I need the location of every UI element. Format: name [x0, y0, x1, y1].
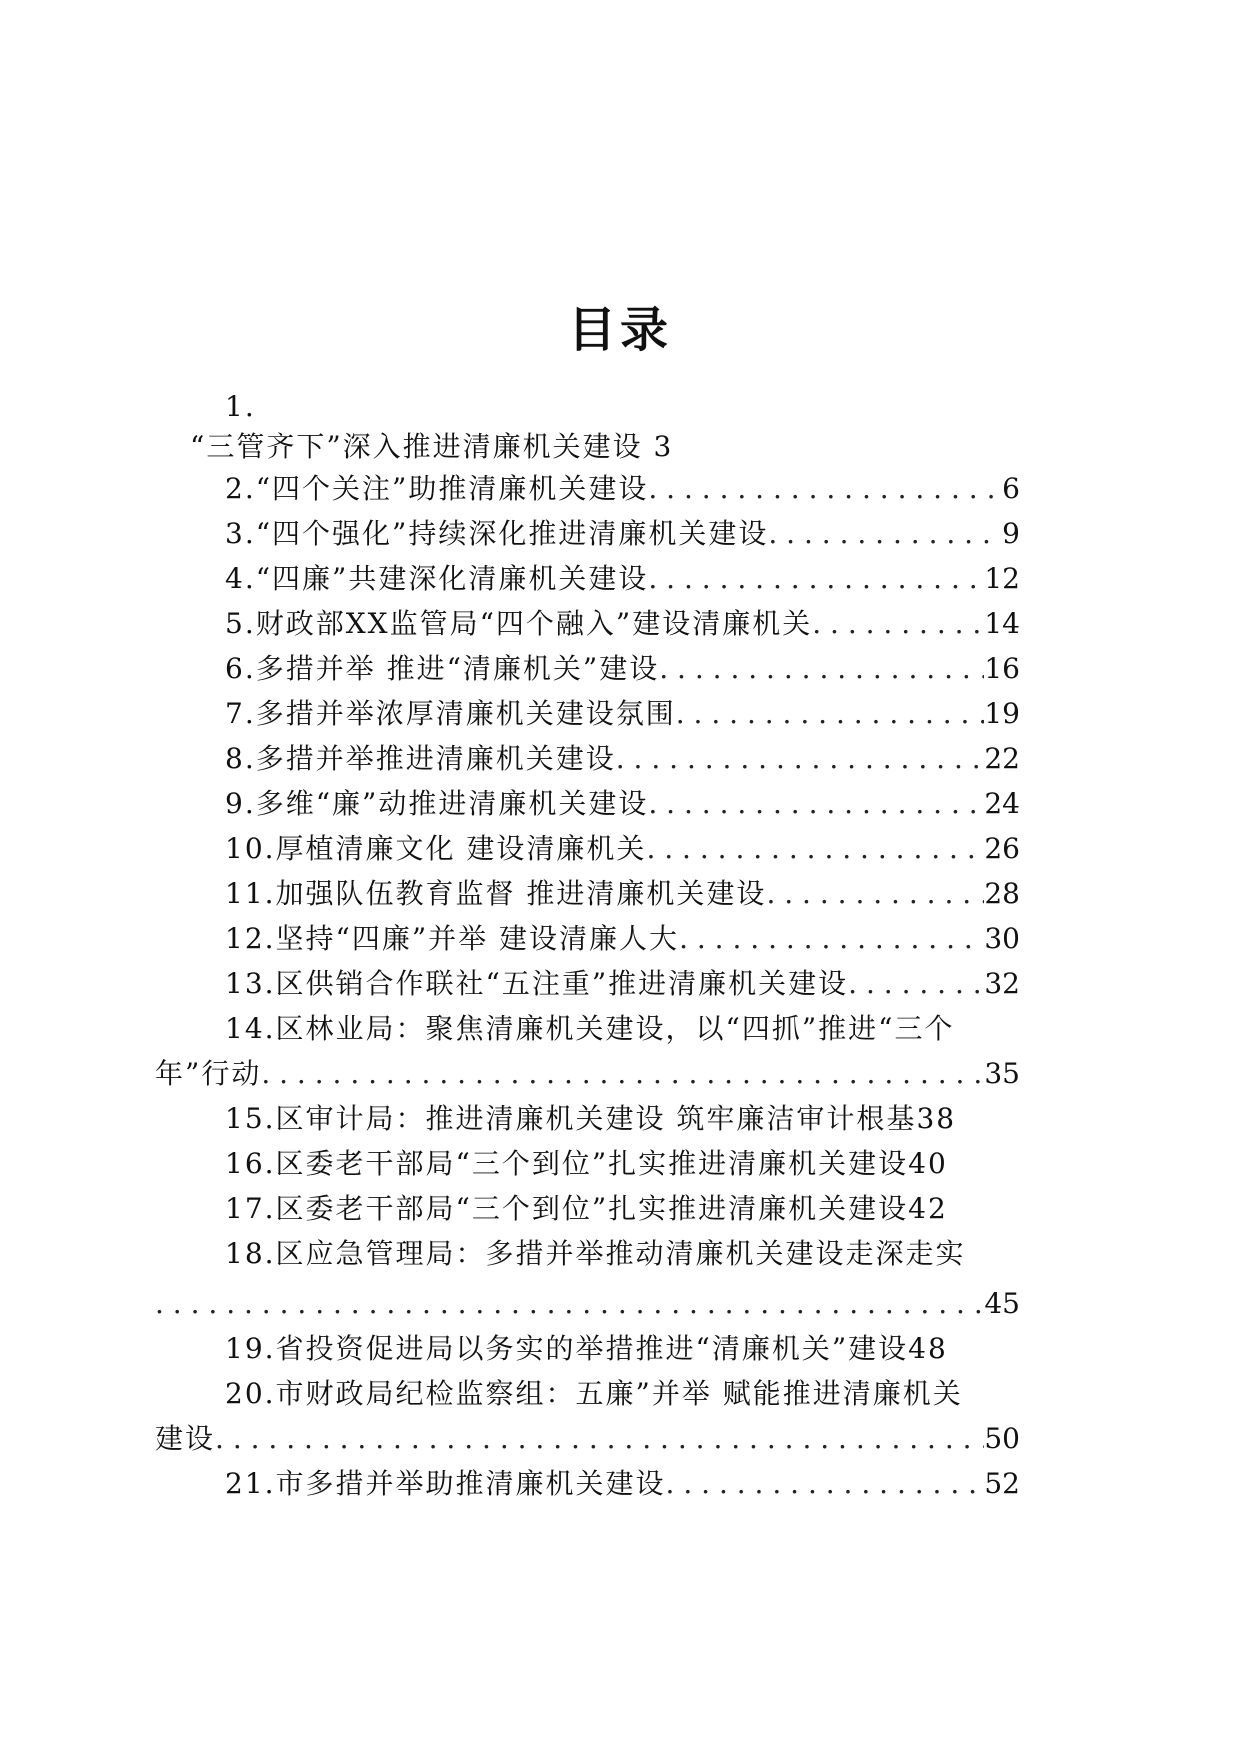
toc-entry-7[interactable] — [225, 694, 1020, 734]
toc-entry-label: 财政部XX监管局“四个融入”建设清廉机关 — [255, 607, 813, 640]
toc-entry-label: “四廉”共建深化清廉机关建设 — [255, 562, 649, 595]
toc-entry-label: 区审计局：推进清廉机关建设 筑牢廉洁审计根基 — [275, 1102, 917, 1135]
toc-entry-label: 加强队伍教育监督 推进清廉机关建设 — [275, 877, 767, 910]
dot-leader — [648, 559, 984, 599]
dot-leader — [666, 1464, 985, 1504]
toc-entry-label: 坚持“四廉”并举 建设清廉人大 — [275, 922, 680, 955]
toc-entry-19[interactable] — [225, 1329, 948, 1369]
toc-entry-12[interactable] — [225, 919, 1020, 959]
toc-entry-label: 区供销合作联社“五注重”推进清廉机关建设 — [275, 967, 849, 1000]
toc-entry-16[interactable] — [225, 1144, 948, 1184]
toc-entry-number: 21. — [225, 1467, 276, 1500]
dot-leader — [848, 964, 984, 1004]
toc-entry-label: 市财政局纪检监察组：五廉”并举 赋能推进清廉机关 — [275, 1377, 963, 1410]
toc-entry-10[interactable] — [225, 829, 1020, 869]
dot-leader — [676, 694, 985, 734]
toc-entry-number: 2. — [225, 472, 256, 505]
toc-entry-number: 7. — [225, 697, 256, 730]
toc-entry-label-continued: 年”行动 — [155, 1057, 262, 1090]
toc-entry-page: 50 — [984, 1422, 1020, 1455]
toc-entry-label: 多维“廉”动推进清廉机关建设 — [255, 787, 649, 820]
dot-leader — [766, 874, 984, 914]
toc-entry-page: 40 — [908, 1147, 948, 1180]
toc-entry-4[interactable] — [225, 559, 1020, 599]
toc-entry-2[interactable] — [225, 469, 1020, 509]
toc-entry-page: 32 — [984, 967, 1020, 1000]
toc-entry-9[interactable] — [225, 784, 1020, 824]
dot-leader — [768, 514, 1002, 554]
toc-entry-21[interactable] — [225, 1464, 1020, 1504]
toc-entry-number: 12. — [225, 922, 276, 955]
toc-entry-page: 16 — [984, 652, 1020, 685]
toc-entry-18-continued[interactable] — [155, 1284, 1020, 1324]
toc-entry-page: 9 — [1002, 517, 1020, 550]
toc-entry-number: 6. — [225, 652, 256, 685]
dot-leader — [679, 919, 984, 959]
toc-entry-page: 12 — [984, 562, 1020, 595]
toc-entry-17[interactable] — [225, 1189, 948, 1229]
dot-leader — [155, 1284, 984, 1324]
toc-entry-label: 市多措并举助推清廉机关建设 — [275, 1467, 666, 1500]
toc-entry-6[interactable] — [225, 649, 1020, 689]
toc-entry-number: 19. — [225, 1332, 276, 1365]
toc-entry-page: 48 — [908, 1332, 948, 1365]
toc-entry-page: 6 — [1002, 472, 1020, 505]
dot-leader — [646, 829, 984, 869]
toc-entry-label: 区委老干部局“三个到位”扎实推进清廉机关建设 — [275, 1192, 909, 1225]
toc-entry-label: 区委老干部局“三个到位”扎实推进清廉机关建设 — [275, 1147, 909, 1180]
toc-entry-page: 42 — [908, 1192, 948, 1225]
toc-entry-page: 26 — [984, 832, 1020, 865]
toc-entry-page: 19 — [984, 697, 1020, 730]
dot-leader — [648, 784, 984, 824]
toc-entry-page: 14 — [984, 607, 1020, 640]
dot-leader — [812, 604, 984, 644]
toc-entry-label: 多措并举推进清廉机关建设 — [255, 742, 616, 775]
toc-entry-3[interactable] — [225, 514, 1020, 554]
toc-entry-page: 35 — [984, 1057, 1020, 1090]
toc-entry-label: “三管齐下”深入推进清廉机关建设 — [190, 430, 643, 463]
toc-entry-page: 3 — [653, 430, 674, 463]
toc-entry-20-continued[interactable] — [155, 1419, 1020, 1459]
dot-leader — [215, 1419, 984, 1459]
toc-entry-label: “四个强化”持续深化推进清廉机关建设 — [255, 517, 769, 550]
toc-entry-page: 28 — [984, 877, 1020, 910]
toc-entry-page: 52 — [984, 1467, 1020, 1500]
toc-entry-1-number: 1. — [225, 390, 256, 423]
toc-entry-number: 16. — [225, 1147, 276, 1180]
toc-entry-label: 多措并举浓厚清廉机关建设氛围 — [255, 697, 676, 730]
toc-entry-page: 30 — [984, 922, 1020, 955]
dot-leader — [261, 1054, 984, 1094]
toc-entry-number: 10. — [225, 832, 276, 865]
toc-entry-number: 14. — [225, 1012, 276, 1045]
toc-entry-number: 17. — [225, 1192, 276, 1225]
toc-entry-11[interactable] — [225, 874, 1020, 914]
toc-entry-label: 厚植清廉文化 建设清廉机关 — [275, 832, 647, 865]
toc-entry-20[interactable] — [225, 1374, 963, 1414]
toc-entry-page: 24 — [984, 787, 1020, 820]
dot-leader — [648, 469, 1002, 509]
toc-entry-label: 省投资促进局以务实的举措推进“清廉机关”建设 — [275, 1332, 909, 1365]
toc-entry-page: 22 — [984, 742, 1020, 775]
toc-entry-page: 45 — [984, 1287, 1020, 1320]
toc-entry-page: 38 — [916, 1102, 957, 1135]
toc-entry-label: 多措并举 推进“清廉机关”建设 — [255, 652, 660, 685]
toc-entry-15[interactable] — [225, 1099, 956, 1139]
toc-entry-14[interactable] — [225, 1009, 954, 1049]
toc-entry-13[interactable] — [225, 964, 1020, 1004]
dot-leader — [659, 649, 984, 689]
toc-entry-number: 8. — [225, 742, 256, 775]
toc-entry-number: 9. — [225, 787, 256, 820]
toc-entry-14-continued[interactable] — [155, 1054, 1020, 1094]
toc-entry-label: 区应急管理局：多措并举推动清廉机关建设走深走实 — [275, 1237, 966, 1270]
toc-entry-number: 11. — [225, 877, 276, 910]
toc-entry-label: 区林业局：聚焦清廉机关建设，以“四抓”推进“三个 — [275, 1012, 955, 1045]
toc-entry-5[interactable] — [225, 604, 1020, 644]
toc-entry-number: 4. — [225, 562, 256, 595]
toc-entry-number: 20. — [225, 1377, 276, 1410]
toc-entry-label: “四个关注”助推清廉机关建设 — [255, 472, 649, 505]
toc-entry-number: 15. — [225, 1102, 276, 1135]
page-title: 目录 — [567, 302, 672, 358]
toc-entry-1[interactable] — [190, 427, 673, 467]
toc-entry-18[interactable] — [225, 1234, 966, 1274]
dot-leader — [616, 739, 985, 779]
toc-entry-8[interactable] — [225, 739, 1020, 779]
toc-entry-number: 3. — [225, 517, 256, 550]
toc-entry-number: 5. — [225, 607, 256, 640]
toc-entry-number: 18. — [225, 1237, 276, 1270]
toc-entry-number: 13. — [225, 967, 276, 1000]
toc-entry-label-continued: 建设 — [155, 1422, 216, 1455]
